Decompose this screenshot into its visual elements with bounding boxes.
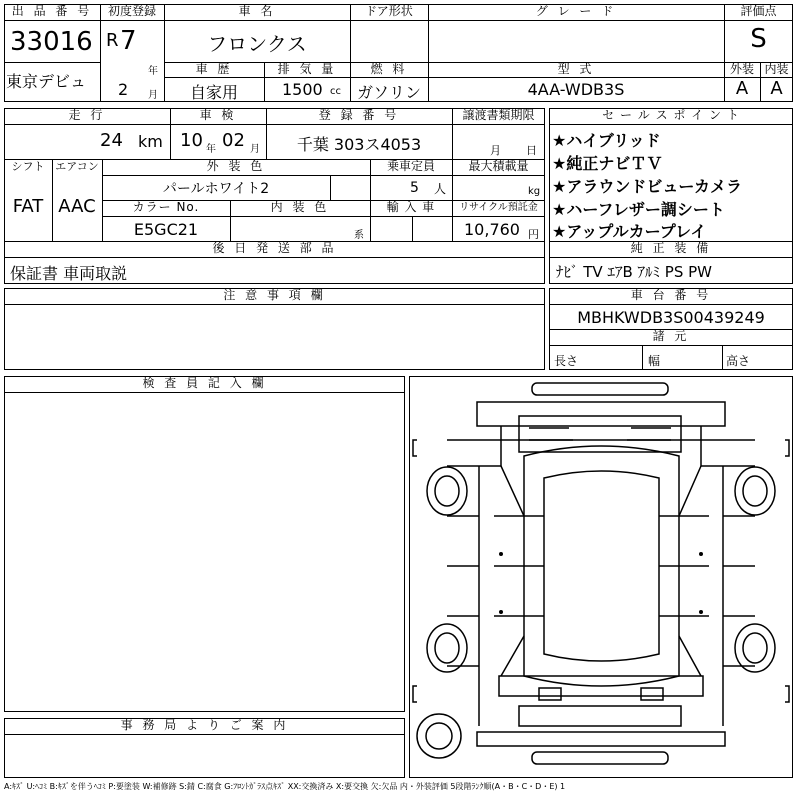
capacity-label: 乗車定員 bbox=[386, 159, 435, 173]
max-load-unit: kg bbox=[528, 186, 541, 197]
era: R bbox=[106, 30, 119, 51]
transfer-day-unit: 日 bbox=[526, 144, 537, 157]
equipment: ﾅﾋﾞ TV ｴｱB ｱﾙﾐ PS PW bbox=[556, 263, 712, 281]
grade-label: グ レ ー ド bbox=[535, 4, 617, 18]
car-name-label: 車 名 bbox=[238, 4, 276, 18]
exterior-label: 外装 bbox=[729, 62, 754, 76]
dimensions-label: 諸 元 bbox=[652, 329, 690, 343]
selling-point-item: ★アップルカープレイ bbox=[552, 222, 707, 241]
length-label: 長さ bbox=[554, 354, 579, 368]
shift: FAT bbox=[12, 196, 44, 217]
inspection-year-unit: 年 bbox=[206, 144, 216, 155]
max-load-label: 最大積載量 bbox=[468, 159, 529, 173]
color-number-label: カラー No. bbox=[132, 200, 200, 214]
door-type-label: ドア形状 bbox=[365, 4, 413, 18]
selling-point-item: ★ハーフレザー調シート bbox=[552, 200, 725, 219]
body-color-label: 外 装 色 bbox=[206, 159, 266, 173]
selling-point-item: ★ハイブリッド bbox=[552, 131, 661, 150]
shift-label: シフト bbox=[11, 160, 45, 173]
fuel: ガソリン bbox=[356, 83, 421, 102]
score-label: 評価点 bbox=[740, 4, 777, 18]
interior-label: 内装 bbox=[764, 62, 789, 76]
mileage-unit: km bbox=[138, 132, 163, 151]
interior-color-label: 内 装 色 bbox=[270, 200, 330, 214]
inspection-month: 02 bbox=[222, 130, 245, 151]
color-number: E5GC21 bbox=[133, 220, 199, 239]
aircon: AAC bbox=[58, 196, 96, 217]
transfer-deadline-label: 譲渡書類期限 bbox=[462, 108, 535, 122]
mileage-label: 走 行 bbox=[68, 108, 106, 122]
selling-points-label: セ ー ル ス ポ イ ン ト bbox=[602, 108, 740, 122]
transfer-month-unit: 月 bbox=[490, 144, 501, 157]
registration-number: 千葉 303ス4053 bbox=[296, 135, 422, 154]
exterior-grade: A bbox=[735, 78, 749, 99]
venue-name: 東京デビュ bbox=[6, 72, 87, 91]
chassis-number-label: 車 台 番 号 bbox=[630, 288, 712, 302]
registration-number-label: 登 録 番 号 bbox=[318, 108, 400, 122]
height-label: 高さ bbox=[726, 354, 751, 368]
body-color: パールホワイト2 bbox=[162, 181, 270, 197]
lot-number: 33016 bbox=[10, 27, 93, 57]
mileage: 24 bbox=[100, 130, 123, 151]
inspector-block bbox=[4, 376, 405, 712]
model-code-label: 型 式 bbox=[557, 62, 595, 76]
equipment-label: 純 正 装 備 bbox=[630, 241, 712, 255]
interior-color-unit: 系 bbox=[354, 230, 364, 241]
inspection-year: 10 bbox=[180, 130, 203, 151]
displacement: 1500 bbox=[282, 80, 323, 99]
capacity-unit: 人 bbox=[434, 182, 447, 196]
inspection-month-unit: 月 bbox=[250, 144, 260, 155]
displacement-unit: cc bbox=[330, 86, 341, 97]
selling-point-item: ★アラウンドビューカメラ bbox=[552, 177, 743, 196]
recycle-deposit-unit: 円 bbox=[528, 228, 539, 241]
model-code: 4AA-WDB3S bbox=[527, 80, 625, 99]
year-unit: 年 bbox=[148, 66, 158, 77]
legend-text: A:ｷｽﾞ U:ﾍｺﾐ B:ｷｽﾞを伴うﾍｺﾐ P:要塗装 W:補修跡 S:錆 C:腐食 G:ﾌﾛﾝﾄｶﾞﾗｽ点ｷｽﾞ XX:交換済み X:要交換 欠:欠品 内・外装評価 5段階ﾗﾝｸ順(A・B・C・D・E) 1 bbox=[4, 782, 566, 791]
capacity: 5 bbox=[410, 180, 419, 196]
interior-grade: A bbox=[770, 78, 783, 99]
fuel-label: 燃 料 bbox=[370, 62, 408, 76]
first-registration-month: 2 bbox=[118, 80, 129, 99]
selling-point-item: ★純正ナビＴＶ bbox=[552, 154, 663, 173]
first-registration-label: 初度登録 bbox=[107, 4, 156, 18]
car-name: フロンクス bbox=[207, 32, 307, 56]
notes-label: 注 意 事 項 欄 bbox=[223, 288, 326, 302]
score: S bbox=[750, 24, 767, 54]
history: 自家用 bbox=[189, 83, 238, 102]
history-label: 車 歴 bbox=[195, 62, 233, 76]
lot-number-label: 出 品 番 号 bbox=[11, 4, 93, 18]
month-unit: 月 bbox=[148, 90, 158, 101]
aircon-label: エアコン bbox=[55, 160, 99, 173]
first-registration-year: 7 bbox=[120, 26, 137, 56]
import-car-label: 輸 入 車 bbox=[386, 200, 436, 214]
displacement-label: 排 気 量 bbox=[277, 62, 337, 76]
chassis-number: MBHKWDB3S00439249 bbox=[577, 308, 765, 327]
inspection-label: 車 検 bbox=[199, 108, 237, 122]
recycle-deposit: 10,760 bbox=[464, 220, 520, 239]
recycle-deposit-label: リサイクル預託金 bbox=[459, 202, 538, 213]
width-label: 幅 bbox=[648, 354, 661, 368]
later-parts-label: 後 日 発 送 部 品 bbox=[212, 241, 337, 255]
later-parts: 保証書 車両取説 bbox=[10, 264, 128, 283]
inspector-label: 検 査 員 記 入 欄 bbox=[142, 376, 267, 390]
car-body-diagram bbox=[409, 376, 793, 778]
office-label: 事 務 局 よ り ご 案 内 bbox=[120, 718, 289, 732]
